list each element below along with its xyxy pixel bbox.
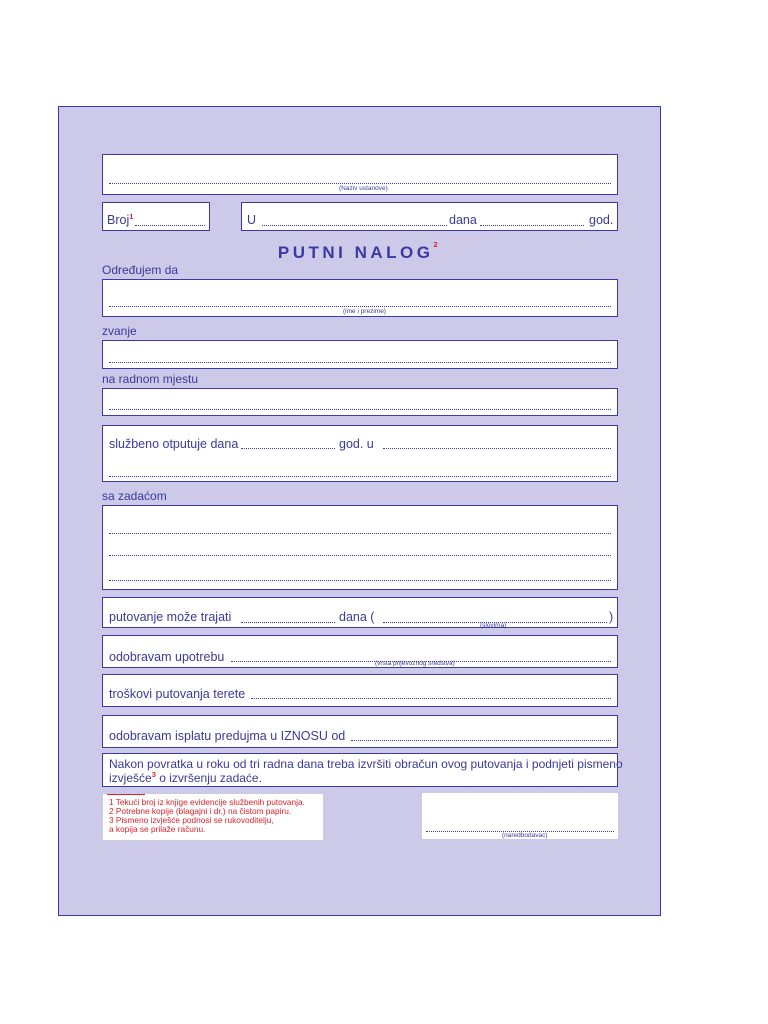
costs-field[interactable] (102, 674, 618, 707)
putovanje-label: putovanje može trajati (109, 610, 232, 624)
god-label: god. (589, 213, 614, 227)
vehicle-field[interactable] (102, 635, 618, 668)
vehicle-caption: (vrsta prijevoznog sredstva) (375, 660, 455, 667)
odredujem-label: Određujem da (102, 263, 179, 277)
footnote-1: 1 Tekući broj iz knjige evidencije službenih putovanja. (109, 797, 305, 807)
close-paren: ) (609, 610, 614, 624)
duration-field[interactable] (102, 597, 618, 628)
zvanje-label: zvanje (102, 324, 137, 338)
notice-line-1: Nakon povratka u roku od tri radna dana treba izvršiti obračun ovog putovanja i podnjeti pismeno (109, 757, 623, 771)
odobravam-upotrebu-label: odobravam upotrebu (109, 650, 225, 664)
footnote-4: a kopija se prilaže računu. (109, 824, 206, 834)
form-title: PUTNI NALOG$^2$ (277, 240, 442, 262)
troskovi-label: troškovi putovanja terete (109, 687, 246, 701)
dana-label: dana (449, 213, 477, 227)
god-u-label: god. u (339, 437, 374, 451)
broj-field[interactable] (102, 202, 210, 231)
u-label: U (247, 213, 257, 227)
isplatu-label: odobravam isplatu predujma u IZNOSU od (109, 729, 346, 743)
signature-field[interactable] (422, 793, 618, 839)
slovima-caption: (slovima) (480, 622, 507, 629)
sa-zadacom-label: sa zadaćom (102, 489, 167, 503)
dana-paren-label: dana ( (339, 610, 375, 624)
institution-caption: (Naziv ustanove) (339, 185, 388, 192)
na-radnom-label: na radnom mjestu (102, 372, 199, 386)
name-caption: (ime i prezime) (343, 308, 386, 315)
signature-caption: (naredbodavac) (502, 832, 548, 839)
workplace-field[interactable] (102, 388, 618, 416)
name-field[interactable] (102, 279, 618, 317)
footnote-2: 2 Potrebne kopije (blagajni i dr.) na čistom papiru. (109, 806, 292, 816)
departure-field[interactable] (102, 425, 618, 482)
task-field[interactable] (102, 505, 618, 590)
footnotes (103, 794, 323, 840)
advance-field[interactable] (102, 715, 618, 748)
place-date-field[interactable] (241, 202, 618, 231)
zvanje-field[interactable] (102, 340, 618, 369)
travel-order-form (58, 106, 661, 916)
institution-field[interactable] (102, 154, 618, 195)
broj-label: Broj$^1$ (107, 212, 134, 227)
sluzbeno-label: službeno otputuje dana (109, 437, 239, 451)
return-notice (102, 753, 623, 787)
notice-line-2: izvješće$^3$ o izvršenju zadaće. (109, 770, 262, 785)
footnote-3: 3 Pismeno izvješće podnosi se rukovoditelju, (109, 815, 274, 825)
